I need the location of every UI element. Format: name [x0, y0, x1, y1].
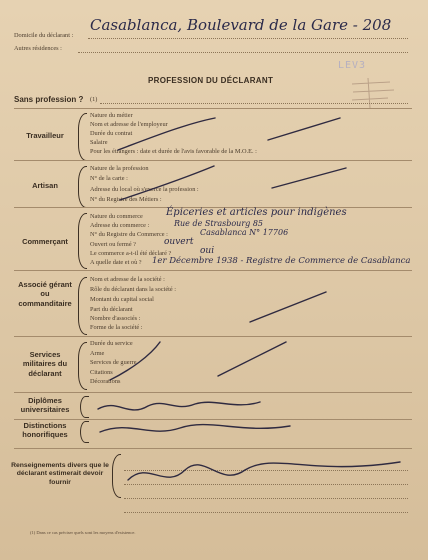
commercant-value-adresse: Rue de Strasbourg 85 [174, 219, 264, 228]
commercant-field: Ouvert ou fermé ? [90, 241, 136, 248]
commercant-value-registre: Casablanca N° 17706 [200, 228, 289, 237]
travailleur-field: Nom et adresse de l'employeur [90, 121, 168, 128]
services-field: Arme [90, 350, 105, 357]
associe-field: Forme de la société : [90, 324, 143, 331]
sans-profession-label: Sans profession ? [14, 95, 84, 104]
artisan-field: N° du Registre des Métiers : [90, 196, 162, 203]
commercant-value-nature: Épiceries et articles pour indigènes [166, 207, 347, 218]
commercant-field: Nature du commerce [90, 213, 143, 220]
services-field: Durée du service [90, 340, 133, 347]
travailleur-field: Salaire [90, 139, 108, 146]
registry-stamp: LEV3 [338, 60, 367, 71]
section-renseignements-title: Renseignements divers que le déclarant estimerait devoir fournir [11, 462, 109, 486]
associe-field: Part du déclarant [90, 306, 133, 313]
associe-field: Montant du capital social [90, 296, 154, 303]
commercant-field: N° du Registre du Commerce : [90, 231, 168, 238]
section-travailleur-title: Travailleur [26, 131, 64, 140]
form-title: PROFESSION DU DÉCLARANT [148, 76, 274, 85]
sans-profession-note-ref: (1) [90, 96, 98, 103]
commercant-value-ouvert: ouvert [164, 237, 194, 247]
section-distinctions-title: Distinctions honorifiques [22, 421, 68, 440]
commercant-field: A quelle date et où ? [90, 259, 142, 266]
section-diplomes-title: Diplômes universitaires [20, 396, 70, 415]
domicile-value: Casablanca, Boulevard de la Gare - 208 [90, 16, 392, 34]
section-associe-title: Associé gérant ou commanditaire [18, 280, 72, 308]
travailleur-field: Durée du contrat [90, 130, 133, 137]
commercant-value-declare: oui [200, 246, 215, 256]
commercant-field: Adresse du commerce : [90, 222, 150, 229]
services-field: Citations [90, 369, 113, 376]
associe-field: Rôle du déclarant dans la société : [90, 286, 177, 293]
associe-field: Nom et adresse de la société : [90, 276, 165, 283]
footnote: (1) Dans ce cas préciser quels sont les moyens d'existence. [30, 530, 136, 535]
section-artisan-title: Artisan [32, 181, 58, 190]
artisan-field: Adresse du local où s'exerce la profession : [90, 186, 199, 193]
commercant-value-date: 1er Décembre 1938 - Registre de Commerce de Casablanca [152, 256, 411, 266]
artisan-field: Nature de la profession [90, 165, 149, 172]
associe-field: Nombre d'associés : [90, 315, 141, 322]
section-services-title: Services militaires du déclarant [22, 350, 68, 378]
services-field: Décorations [90, 378, 121, 385]
commercant-field: Le commerce a-t-il été déclaré ? [90, 250, 172, 257]
section-commercant-title: Commerçant [22, 237, 68, 246]
travailleur-field: Nature du métier [90, 112, 133, 119]
domicile-label: Domicile du déclarant : [14, 32, 74, 39]
artisan-field: N° de la carte : [90, 175, 128, 182]
travailleur-field: Pour les étrangers : date et durée de l'avis favorable de la M.O.E. : [90, 148, 257, 155]
autres-residences-label: Autres résidences : [14, 45, 62, 52]
services-field: Services de guerre [90, 359, 137, 366]
